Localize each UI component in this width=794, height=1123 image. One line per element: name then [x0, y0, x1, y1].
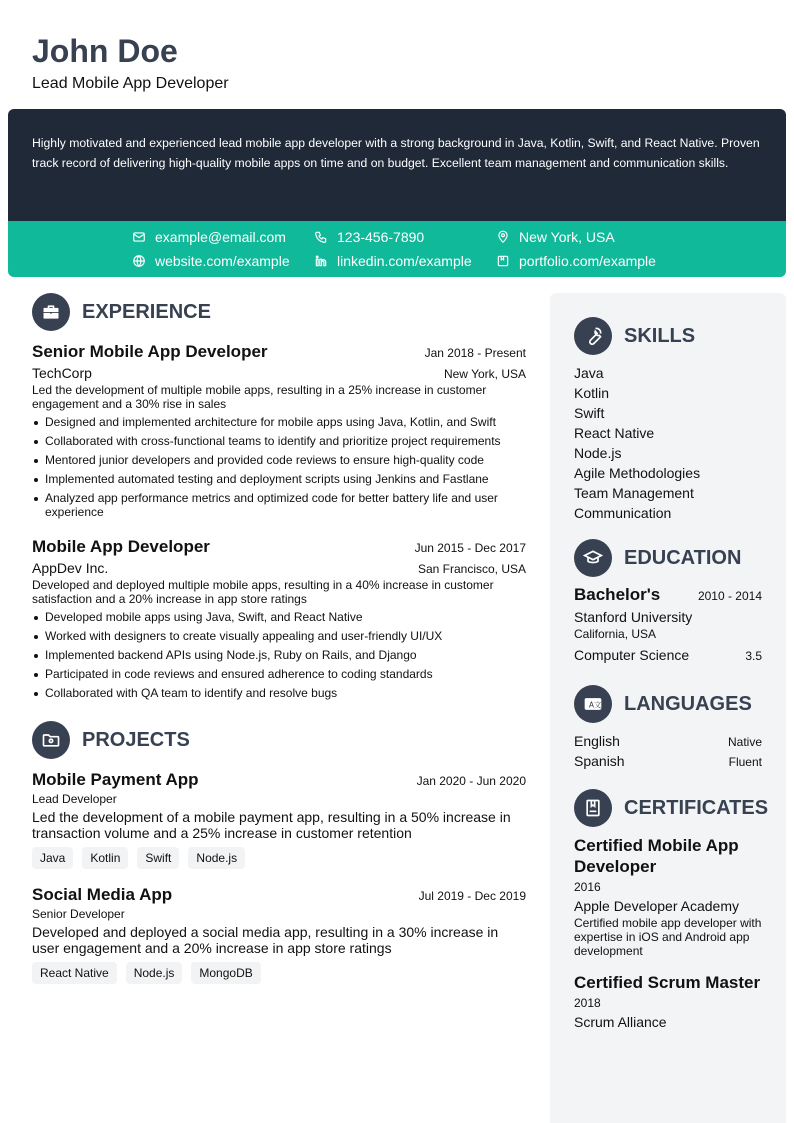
bullet-item: Worked with designers to create visually appealing and user-friendly UI/UX: [32, 629, 526, 643]
certificate-issuer: Apple Developer Academy: [574, 898, 739, 914]
certificate-icon: [574, 789, 612, 827]
experience-heading: [32, 293, 526, 331]
tag: Kotlin: [82, 847, 128, 869]
job-company: TechCorp: [32, 365, 92, 381]
project-tags: [32, 847, 526, 869]
skill-item: Kotlin: [574, 385, 610, 401]
project-tags: [32, 962, 526, 984]
svg-text:文: 文: [593, 700, 602, 710]
job-location: San Francisco, USA: [417, 562, 526, 576]
contact-portfolio-text: portfolio.com/example: [519, 253, 656, 269]
projects-title: PROJECTS: [82, 728, 190, 751]
svg-text:A: A: [588, 700, 594, 710]
bullet-item: Analyzed app performance metrics and optimized code for better battery life and user experience: [32, 491, 526, 519]
portfolio-icon: [496, 254, 510, 268]
job-title: Mobile App Developer: [32, 537, 210, 556]
contact-location: [496, 227, 615, 247]
education-title: EDUCATION: [624, 546, 742, 569]
languages-list: [574, 731, 762, 771]
tag: Node.js: [126, 962, 183, 984]
project-title: Mobile Payment App: [32, 770, 199, 789]
tag: Swift: [137, 847, 179, 869]
project-item: [32, 885, 526, 984]
summary-text: Highly motivated and experienced lead mobile app developer with a strong background in Java, Kotlin, Swift, and React Native. Proven track record of delivering high-quality mobile apps on time and on budget. Excellent team management and communication skills.: [32, 136, 760, 170]
skill-item: Node.js: [574, 445, 622, 461]
field-of-study: Computer Science: [574, 647, 690, 663]
contact-portfolio[interactable]: [496, 251, 656, 271]
school: Stanford University: [574, 609, 693, 625]
project-role: Senior Developer: [32, 907, 125, 921]
language-item: [574, 751, 762, 771]
contact-phone[interactable]: [314, 227, 424, 247]
skill-item: Swift: [574, 405, 605, 421]
job-description: Developed and deployed multiple mobile apps, resulting in a 40% increase in customer satisfaction and a 20% increase in app store ratings: [32, 578, 494, 606]
project-item: [32, 770, 526, 869]
education-item: [574, 585, 762, 665]
job-bullets: [32, 415, 526, 519]
education-dates: 2010 - 2014: [697, 589, 762, 603]
globe-icon: [132, 254, 146, 268]
language-level: Fluent: [728, 755, 762, 769]
languages-heading: [574, 685, 762, 723]
project-description: Developed and deployed a social media app, resulting in a 30% increase in user engagement and a 20% increase in app store ratings: [32, 924, 499, 956]
tag: Java: [32, 847, 73, 869]
contact-linkedin-text: linkedin.com/example: [337, 253, 472, 269]
sidebar: [550, 293, 786, 1123]
contact-email[interactable]: [132, 227, 286, 247]
bullet-item: Implemented automated testing and deployment scripts using Jenkins and Fastlane: [32, 472, 526, 486]
wrench-icon: [574, 317, 612, 355]
project-dates: Jul 2019 - Dec 2019: [418, 889, 526, 903]
job-bullets: [32, 610, 526, 700]
skill-item: React Native: [574, 425, 655, 441]
job-location: New York, USA: [443, 367, 526, 381]
resume-header: [32, 32, 762, 94]
degree: Bachelor's: [574, 585, 661, 604]
job-title: Senior Mobile App Developer: [32, 342, 268, 361]
phone-icon: [314, 230, 328, 244]
contact-website[interactable]: [132, 251, 290, 271]
certificate-year: 2016: [574, 880, 601, 894]
language-name: Spanish: [574, 753, 625, 769]
job-dates: Jan 2018 - Present: [424, 346, 526, 360]
linkedin-icon: [314, 254, 328, 268]
map-pin-icon: [496, 230, 510, 244]
school-location: California, USA: [574, 627, 657, 641]
certificates-title: CERTIFICATES: [624, 796, 769, 819]
folder-icon: [32, 721, 70, 759]
translate-icon: [574, 685, 612, 723]
languages-title: LANGUAGES: [624, 692, 752, 715]
certificate-title: Certified Mobile App Developer: [574, 836, 739, 876]
certificate-year: 2018: [574, 996, 601, 1010]
contact-email-text: example@email.com: [155, 229, 286, 245]
project-title: Social Media App: [32, 885, 173, 904]
skill-item: Team Management: [574, 485, 694, 501]
bullet-item: Developed mobile apps using Java, Swift, and React Native: [32, 610, 526, 624]
contact-phone-text: 123-456-7890: [337, 229, 425, 245]
projects-heading: [32, 721, 526, 759]
experience-title: EXPERIENCE: [82, 300, 211, 323]
bullet-item: Designed and implemented architecture for mobile apps using Java, Kotlin, and Swift: [32, 415, 526, 429]
certificate-issuer: Scrum Alliance: [574, 1014, 667, 1030]
bullet-item: Collaborated with QA team to identify and resolve bugs: [32, 686, 526, 700]
certificate-description: Certified mobile app developer with expertise in iOS and Android app development: [574, 916, 762, 958]
main-column: [32, 293, 526, 984]
certificate-item: [574, 835, 762, 958]
contact-website-text: website.com/example: [155, 253, 290, 269]
tag: React Native: [32, 962, 117, 984]
skill-item: Agile Methodologies: [574, 465, 701, 481]
project-role: Lead Developer: [32, 792, 117, 806]
skills-title: SKILLS: [624, 324, 696, 347]
job-dates: Jun 2015 - Dec 2017: [414, 541, 526, 555]
bullet-item: Implemented backend APIs using Node.js, Ruby on Rails, and Django: [32, 648, 526, 662]
gpa: 3.5: [745, 649, 762, 663]
certificate-title: Certified Scrum Master: [574, 973, 761, 992]
education-heading: [574, 539, 762, 577]
summary-box: [8, 109, 786, 221]
skill-item: Java: [574, 365, 604, 381]
bullet-item: Participated in code reviews and ensured adherence to coding standards: [32, 667, 526, 681]
skill-item: Communication: [574, 505, 672, 521]
job-description: Led the development of multiple mobile apps, resulting in a 25% increase in customer engagement and a 30% rise in sales: [32, 383, 487, 411]
job-company: AppDev Inc.: [32, 560, 109, 576]
certificate-item: [574, 972, 762, 1032]
candidate-name: John Doe: [32, 33, 178, 69]
skills-heading: [574, 317, 762, 355]
candidate-title: Lead Mobile App Developer: [32, 75, 229, 92]
experience-item: [32, 537, 526, 700]
contact-linkedin[interactable]: [314, 251, 472, 271]
bullet-item: Collaborated with cross-functional teams to identify and prioritize project requirements: [32, 434, 526, 448]
graduation-cap-icon: [574, 539, 612, 577]
mail-icon: [132, 230, 146, 244]
contact-location-text: New York, USA: [519, 229, 615, 245]
tag: MongoDB: [191, 962, 260, 984]
contact-bar: [8, 221, 786, 277]
tag: Node.js: [188, 847, 245, 869]
experience-item: [32, 342, 526, 519]
certificates-heading: [574, 789, 769, 827]
language-name: English: [574, 733, 620, 749]
language-item: [574, 731, 762, 751]
language-level: Native: [727, 735, 762, 749]
project-dates: Jan 2020 - Jun 2020: [416, 774, 526, 788]
skills-list: [574, 363, 762, 523]
project-description: Led the development of a mobile payment app, resulting in a 50% increase in transaction volume and a 25% increase in customer retention: [32, 809, 511, 841]
bullet-item: Mentored junior developers and provided code reviews to ensure high-quality code: [32, 453, 526, 467]
briefcase-icon: [32, 293, 70, 331]
